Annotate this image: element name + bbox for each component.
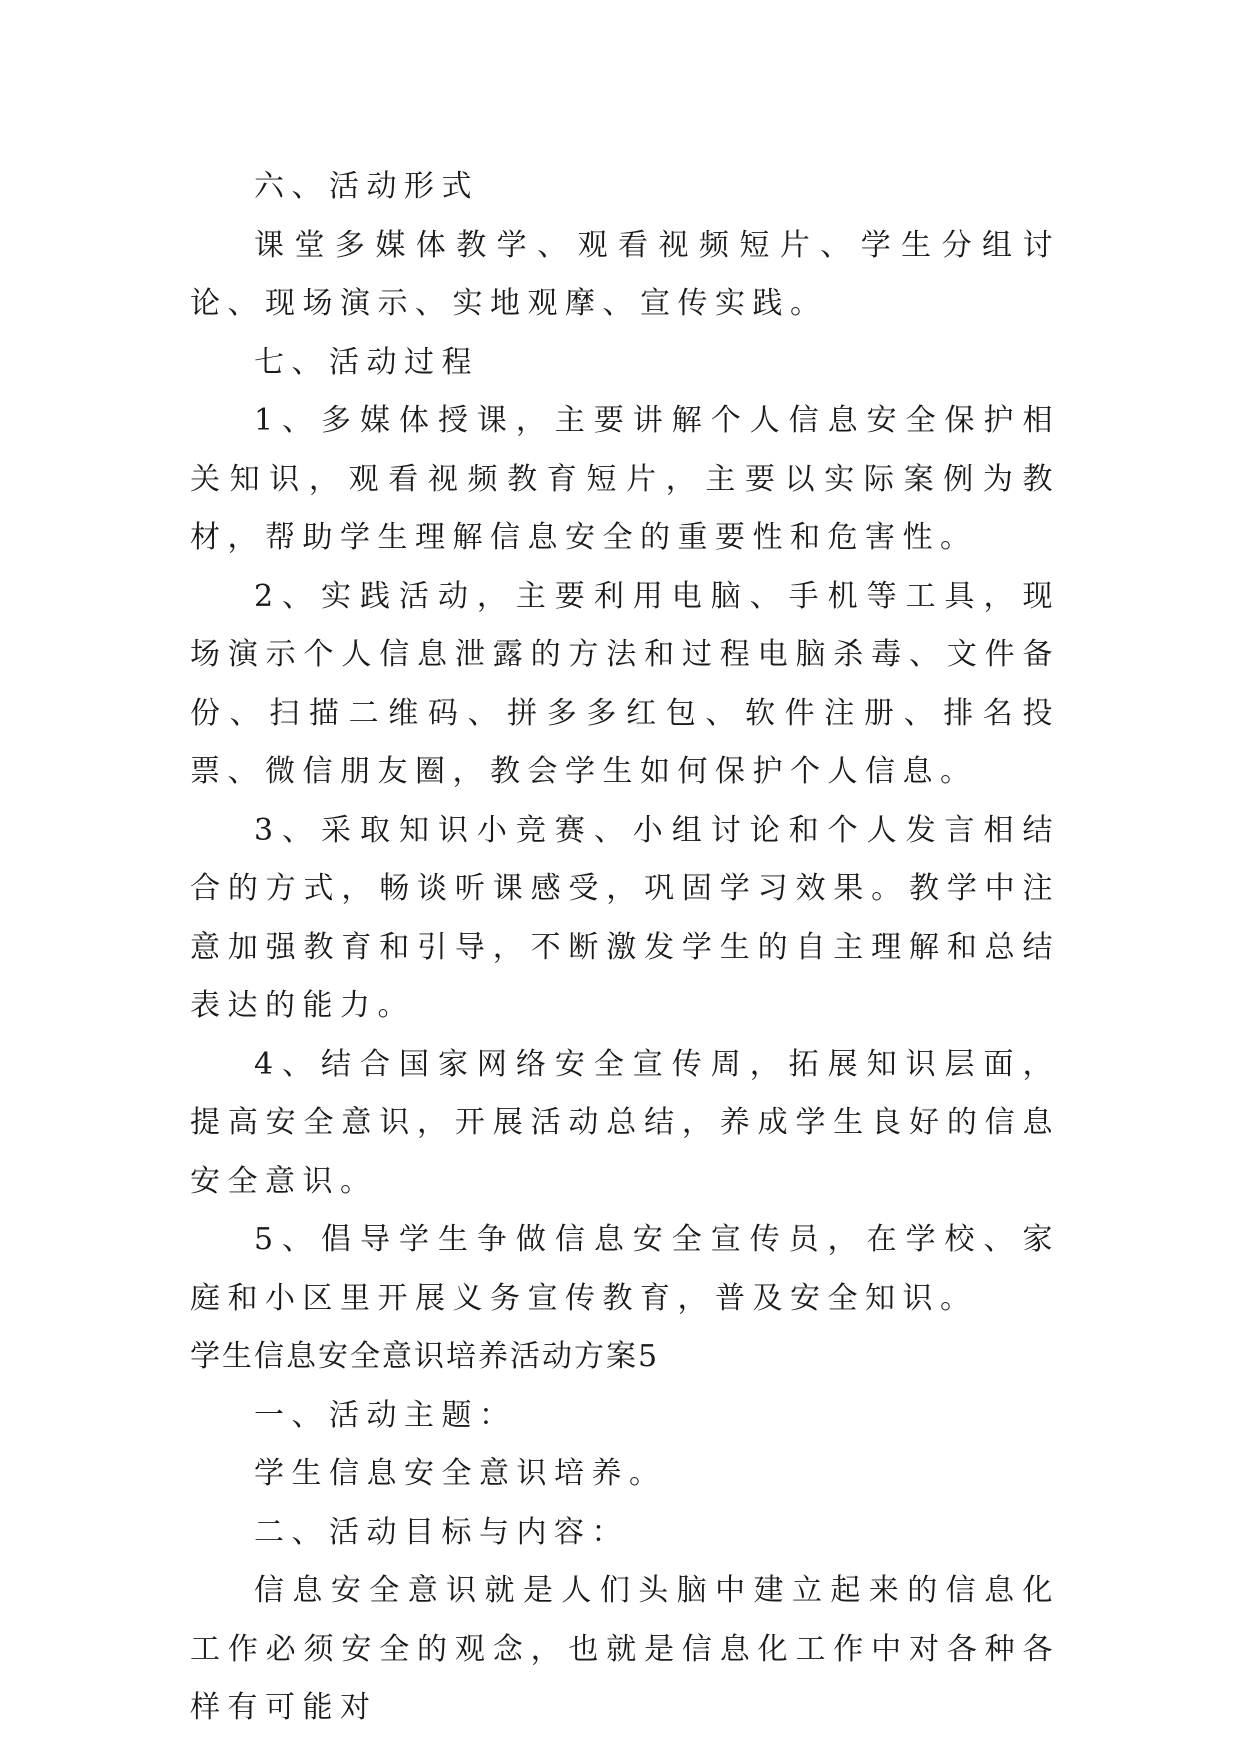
section-heading-goals-content: 二、活动目标与内容： xyxy=(254,1514,629,1550)
paragraph-goals-content: 信息安全意识就是人们头脑中建立起来的信息化工作必须安全的观念，也就是信息化工作中对各种各样有可能对 xyxy=(190,1573,1060,1725)
section-heading-activity-form: 六、活动形式 xyxy=(254,169,479,204)
document-body xyxy=(190,158,1060,1738)
paragraph-process-1: 1、多媒体授课，主要讲解个人信息安全保护相关知识，观看视频教育短片，主要以实际案例为教材，帮助学生理解信息安全的重要性和危害性。 xyxy=(190,403,1060,555)
plan-title: 学生信息安全意识培养活动方案5 xyxy=(190,1339,660,1374)
paragraph-process-4: 4、结合国家网络安全宣传周，拓展知识层面，提高安全意识，开展活动总结，养成学生良好的信息安全意识。 xyxy=(190,1046,1060,1199)
paragraph-activity-form: 课堂多媒体教学、观看视频短片、学生分组讨论、现场演示、实地观摩、宣传实践。 xyxy=(190,227,1060,321)
paragraph-process-3: 3、采取知识小竞赛、小组讨论和个人发言相结合的方式，畅谈听课感受，巩固学习效果。教学中注意加强教育和引导，不断激发学生的自主理解和总结表达的能力。 xyxy=(190,812,1060,1023)
section-heading-activity-theme: 一、活动主题： xyxy=(254,1397,517,1433)
paragraph-activity-theme: 学生信息安全意识培养。 xyxy=(254,1456,667,1491)
paragraph-process-5: 5、倡导学生争做信息安全宣传员，在学校、家庭和小区里开展义务宣传教育，普及安全知识。 xyxy=(190,1222,1060,1316)
paragraph-process-2: 2、实践活动，主要利用电脑、手机等工具，现场演示个人信息泄露的方法和过程电脑杀毒、文件备份、扫描二维码、拼多多红包、软件注册、排名投票、微信朋友圈，教会学生如何保护个人信息。 xyxy=(190,578,1060,789)
section-heading-activity-process: 七、活动过程 xyxy=(254,344,479,380)
